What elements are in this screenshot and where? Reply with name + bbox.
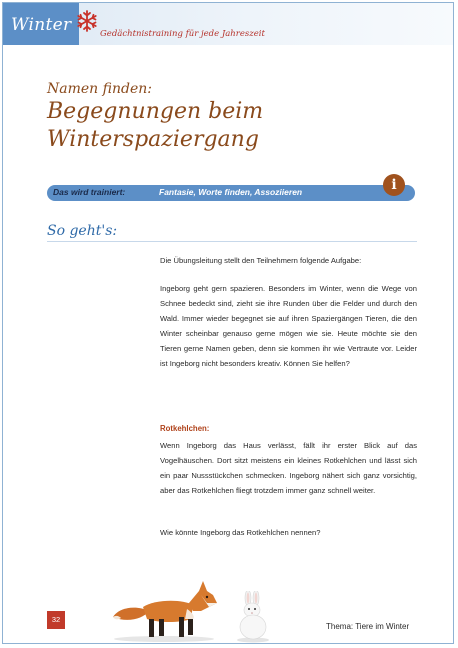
exercise-kicker: Namen finden: (47, 81, 152, 97)
section-heading: So geht's: (47, 223, 118, 239)
robin-subheading: Rotkehlchen: (160, 424, 210, 433)
snowflake-icon (76, 10, 98, 32)
question-text: Wie könnte Ingeborg das Rotkehlchen nennen? (160, 528, 321, 537)
header-subtitle: Gedächtnistraining für jede Jahreszeit (100, 29, 265, 39)
robin-paragraph: Wenn Ingeborg das Haus verlässt, fällt ihr erster Blick auf das Vogelhäuschen. Dort sitzt meistens ein kleines Rotkehlchen und lässt sich ein paar Nussstückchen schmecken. Ingeborg nähert sich ganz vorsichtig, aber das Rotkehlchen fliegt trotzdem immer ganz schnell weiter. (160, 441, 417, 495)
footer-theme: Thema: Tiere im Winter (326, 622, 410, 631)
story-paragraph: Ingeborg geht gern spazieren. Besonders im Winter, wenn die Wege von Schnee bedeckt sind, zieht sie ihre Runden über die Felder und durch den Wald. Immer wieder begegnet sie auf ihren Spaziergängen Tieren, die den Winter scheinbar genauso gerne mögen wie sie. Heute möchte sie den Tieren gerne Namen geben, denn sie kommen ihr wie Vertraute vor. Leider ist Ingeborg nicht besonders kreativ. Können Sie helfen? (160, 284, 417, 368)
page-number: 32 (47, 611, 65, 629)
worksheet-page (2, 2, 454, 644)
season-tab (3, 3, 79, 45)
exercise-title: Begegnungen beim Winterspaziergang (47, 99, 264, 152)
trained-label: Das wird trainiert: (53, 187, 126, 197)
info-icon: i (383, 174, 405, 196)
trained-bar (47, 185, 415, 201)
season-label: Winter (11, 15, 72, 35)
section-divider (47, 241, 417, 242)
header-bar (3, 3, 453, 45)
fox-illustration (109, 577, 219, 643)
intro-text: Die Übungsleitung stellt den Teilnehmern folgende Aufgabe: (160, 256, 362, 265)
rabbit-illustration (235, 591, 271, 643)
trained-value: Fantasie, Worte finden, Assoziieren (159, 187, 303, 197)
